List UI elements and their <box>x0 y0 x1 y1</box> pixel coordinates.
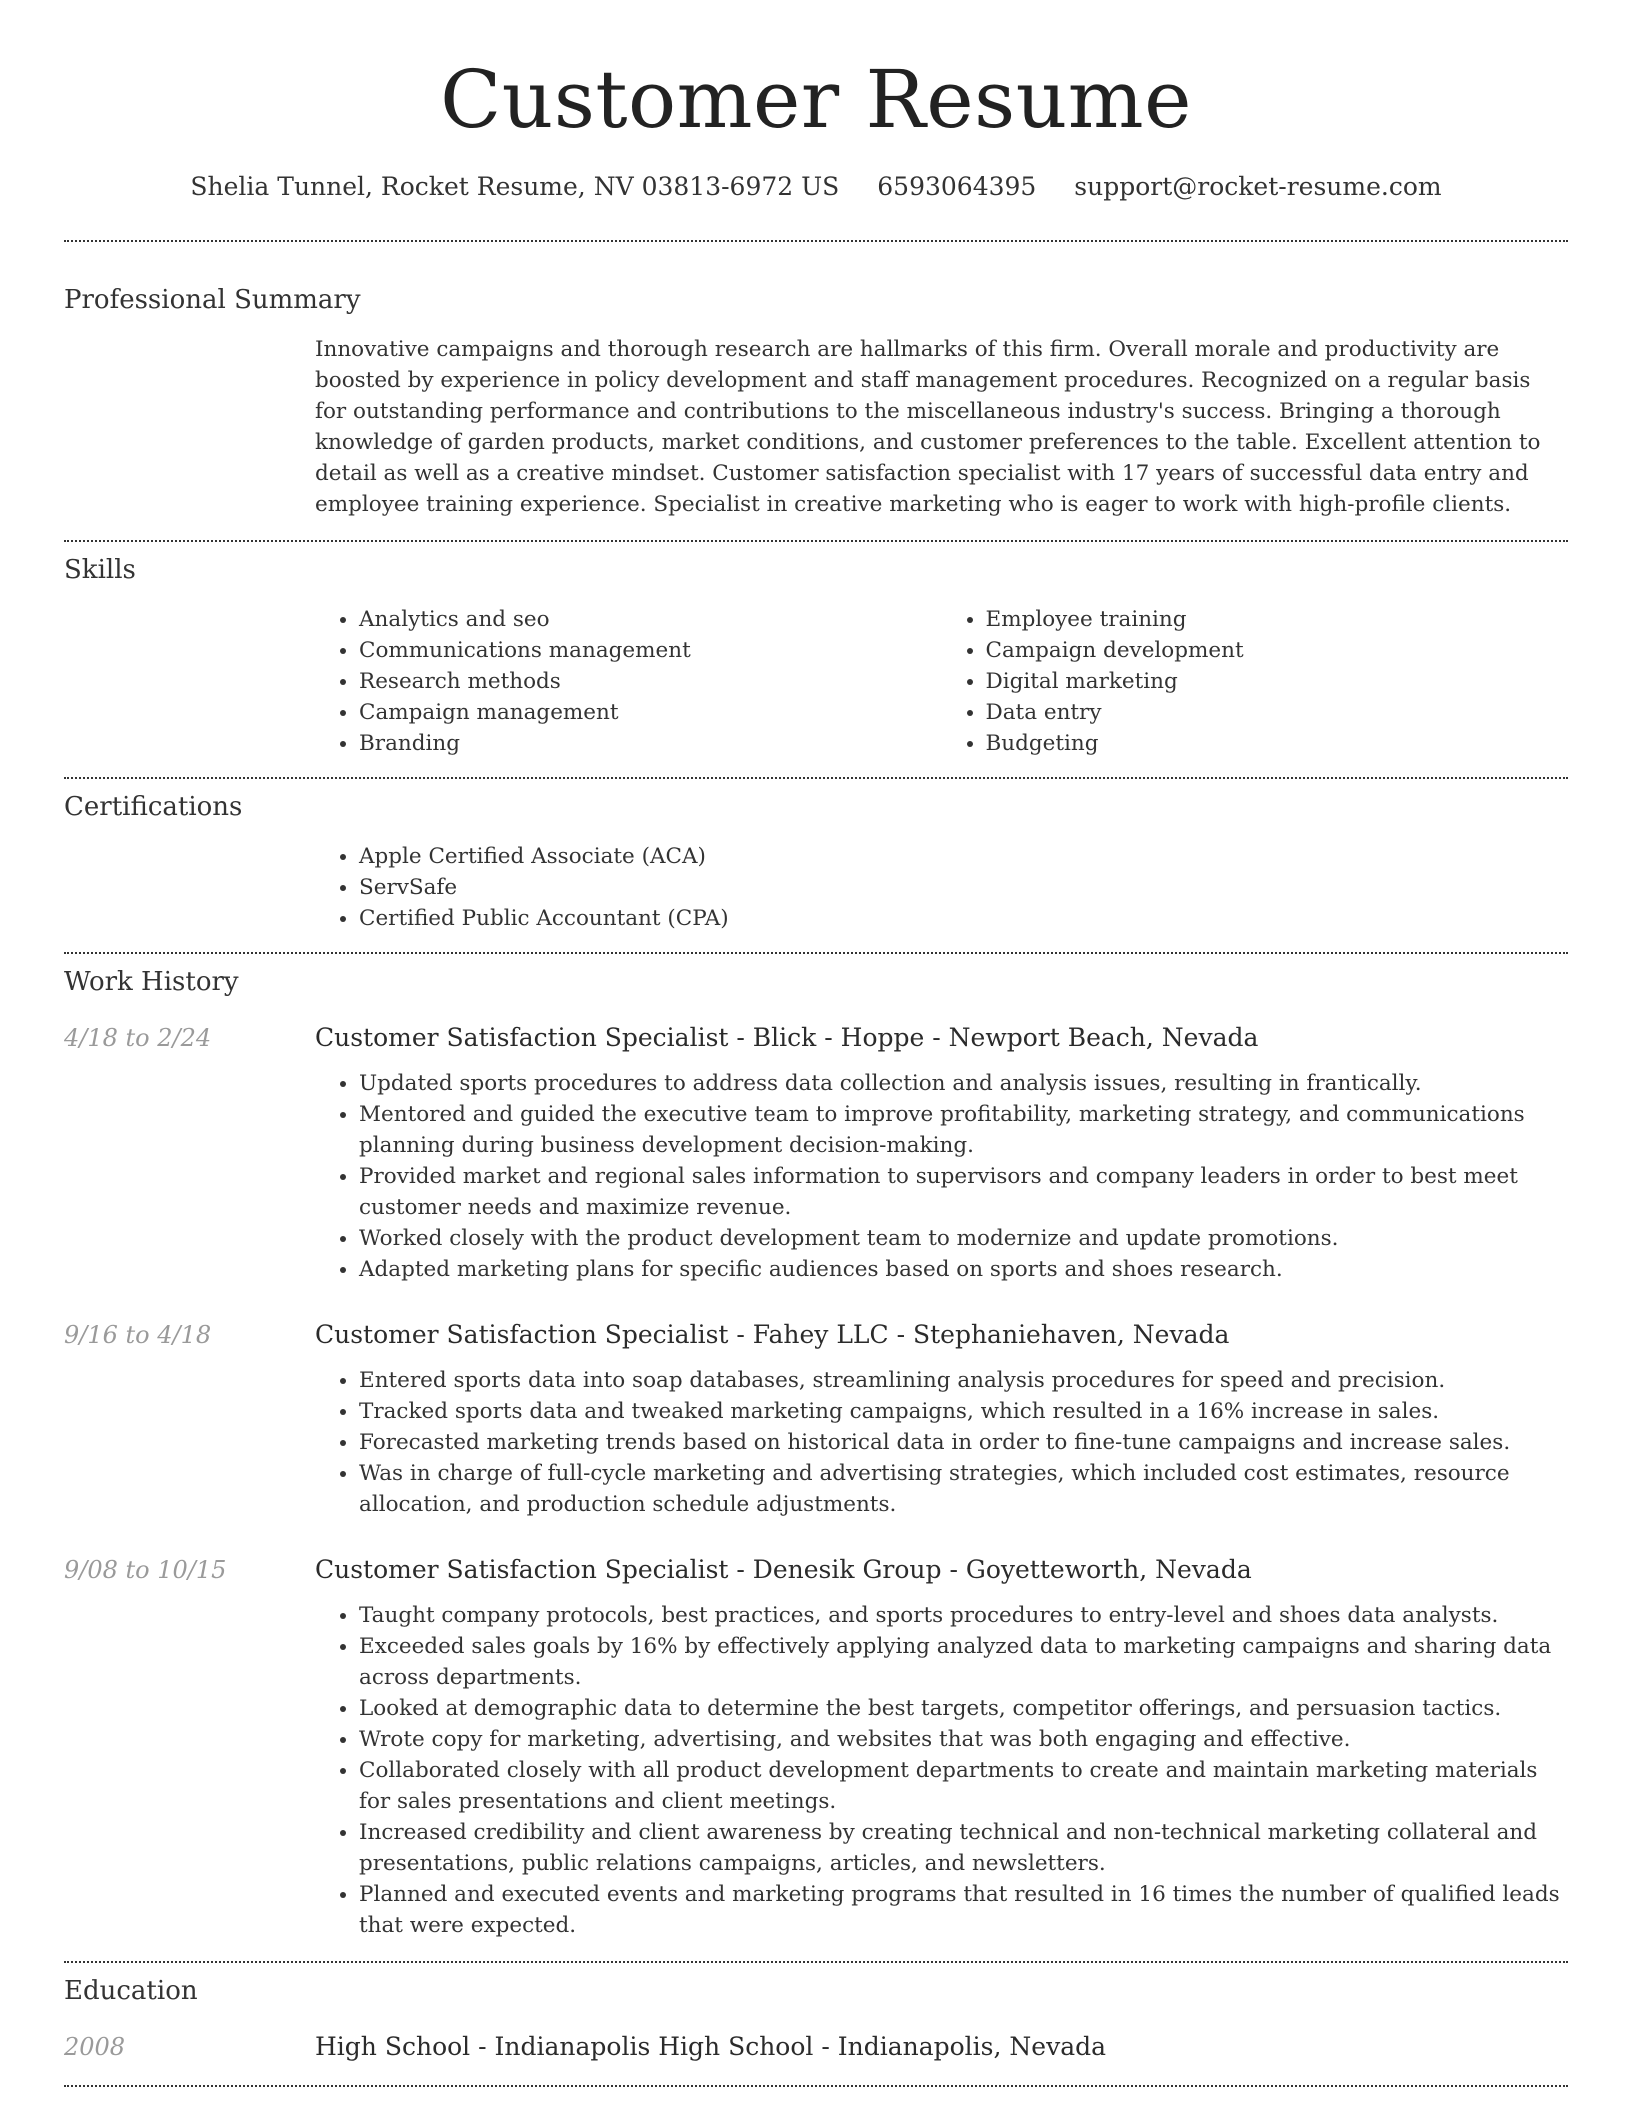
skill-item: • Research methods <box>359 666 942 697</box>
education-entry <box>64 2029 1568 2065</box>
contact-info <box>64 170 1568 204</box>
job-bullet: • Worked closely with the product development team to modernize and update promotions. <box>359 1223 1568 1254</box>
certification-item: • ServSafe <box>359 872 1568 903</box>
job-bullet: • Tracked sports data and tweaked marketing campaigns, which resulted in a 16% increase in sales. <box>359 1396 1568 1427</box>
job-bullet: • Updated sports procedures to address data collection and analysis issues, resulting in frantically. <box>359 1068 1568 1099</box>
page-title: Customer Resume <box>440 53 1192 146</box>
skills-section <box>64 552 1568 759</box>
skills-column-right <box>942 604 1569 759</box>
certifications-heading: Certifications <box>64 792 243 822</box>
job-title: Customer Satisfaction Specialist - Fahey LLC - Stephaniehaven, Nevada <box>315 1320 1230 1349</box>
job-entry <box>64 1552 1568 1941</box>
work-history-heading: Work History <box>64 967 239 997</box>
job-header <box>64 1552 1568 1588</box>
job-dates: 9/08 to 10/15 <box>64 1556 227 1584</box>
job-dates: 9/16 to 4/18 <box>64 1321 212 1349</box>
job-bullets <box>315 1068 1568 1285</box>
divider <box>64 777 1568 779</box>
certifications-body <box>315 841 1568 934</box>
divider <box>64 952 1568 954</box>
job-header <box>64 1317 1568 1353</box>
skill-item: • Employee training <box>986 604 1569 635</box>
education-section <box>64 1973 1568 2065</box>
skill-item: • Data entry <box>986 697 1569 728</box>
summary-body <box>315 334 1568 520</box>
summary-heading: Professional Summary <box>64 285 361 315</box>
skill-item: • Budgeting <box>986 728 1569 759</box>
skill-item: • Campaign development <box>986 635 1569 666</box>
job-bullet: • Wrote copy for marketing, advertising, and websites that was both engaging and effective. <box>359 1724 1568 1755</box>
resume-page <box>64 0 1568 2087</box>
education-heading: Education <box>64 1976 198 2006</box>
job-bullet: • Adapted marketing plans for specific audiences based on sports and shoes research. <box>359 1254 1568 1285</box>
divider <box>64 240 1568 242</box>
certifications-section <box>64 789 1568 934</box>
contact-phone: 6593064395 <box>877 172 1037 201</box>
contact-address: Shelia Tunnel, Rocket Resume, NV 03813-6972 US <box>190 172 840 201</box>
skills-heading: Skills <box>64 555 136 585</box>
job-bullet: • Mentored and guided the executive team to improve profitability, marketing strategy, and communications planning during business development decision-making. <box>359 1099 1568 1161</box>
job-bullets <box>315 1365 1568 1520</box>
skill-item: • Branding <box>359 728 942 759</box>
divider <box>64 540 1568 542</box>
job-bullet: • Taught company protocols, best practices, and sports procedures to entry-level and shoes data analysts. <box>359 1600 1568 1631</box>
skill-item: • Analytics and seo <box>359 604 942 635</box>
skill-item: • Communications management <box>359 635 942 666</box>
job-bullet: • Entered sports data into soap databases, streamlining analysis procedures for speed and precision. <box>359 1365 1568 1396</box>
work-history-section <box>64 964 1568 1941</box>
divider <box>64 2085 1568 2087</box>
job-bullet: • Exceeded sales goals by 16% by effectively applying analyzed data to marketing campaigns and sharing data across departments. <box>359 1631 1568 1693</box>
summary-text: Innovative campaigns and thorough research are hallmarks of this firm. Overall morale and productivity are boosted by experience in policy development and staff management procedures. Recognized on a regular basis for outstanding performance and contributions to the miscellaneous industry's success. Bringing a thorough knowledge of garden products, market conditions, and customer preferences to the table. Excellent attention to detail as well as a creative mindset. Customer satisfaction specialist with 17 years of successful data entry and employee training experience. Specialist in creative marketing who is eager to work with high-profile clients. <box>315 337 1541 517</box>
skills-list <box>315 604 1568 759</box>
summary-section <box>64 282 1568 520</box>
divider <box>64 1961 1568 1963</box>
skill-item: • Campaign management <box>359 697 942 728</box>
job-bullet: • Increased credibility and client awareness by creating technical and non-technical marketing collateral and presentations, public relations campaigns, articles, and newsletters. <box>359 1817 1568 1879</box>
certification-item: • Apple Certified Associate (ACA) <box>359 841 1568 872</box>
job-bullet: • Looked at demographic data to determine the best targets, competitor offerings, and persuasion tactics. <box>359 1693 1568 1724</box>
job-bullet: • Forecasted marketing trends based on historical data in order to fine-tune campaigns and increase sales. <box>359 1427 1568 1458</box>
education-title: High School - Indianapolis High School - Indianapolis, Nevada <box>315 2032 1107 2061</box>
job-entry <box>64 1317 1568 1520</box>
certifications-list <box>315 841 1568 934</box>
job-bullet: • Collaborated closely with all product development departments to create and maintain marketing materials for sales presentations and client meetings. <box>359 1755 1568 1817</box>
job-title: Customer Satisfaction Specialist - Blick - Hoppe - Newport Beach, Nevada <box>315 1023 1259 1052</box>
job-title: Customer Satisfaction Specialist - Denesik Group - Goyetteworth, Nevada <box>315 1555 1252 1584</box>
job-bullets <box>315 1600 1568 1941</box>
job-bullet: • Provided market and regional sales information to supervisors and company leaders in order to best meet customer needs and maximize revenue. <box>359 1161 1568 1223</box>
job-entry <box>64 1020 1568 1285</box>
education-year: 2008 <box>64 2033 126 2061</box>
job-header <box>64 1020 1568 1056</box>
job-bullet: • Planned and executed events and marketing programs that resulted in 16 times the number of qualified leads that were expected. <box>359 1879 1568 1941</box>
job-dates: 4/18 to 2/24 <box>64 1024 212 1052</box>
certification-item: • Certified Public Accountant (CPA) <box>359 903 1568 934</box>
contact-email: support@rocket-resume.com <box>1074 172 1442 201</box>
job-bullet: • Was in charge of full-cycle marketing and advertising strategies, which included cost estimates, resource allocation, and production schedule adjustments. <box>359 1458 1568 1520</box>
skills-column-left <box>315 604 942 759</box>
skill-item: • Digital marketing <box>986 666 1569 697</box>
